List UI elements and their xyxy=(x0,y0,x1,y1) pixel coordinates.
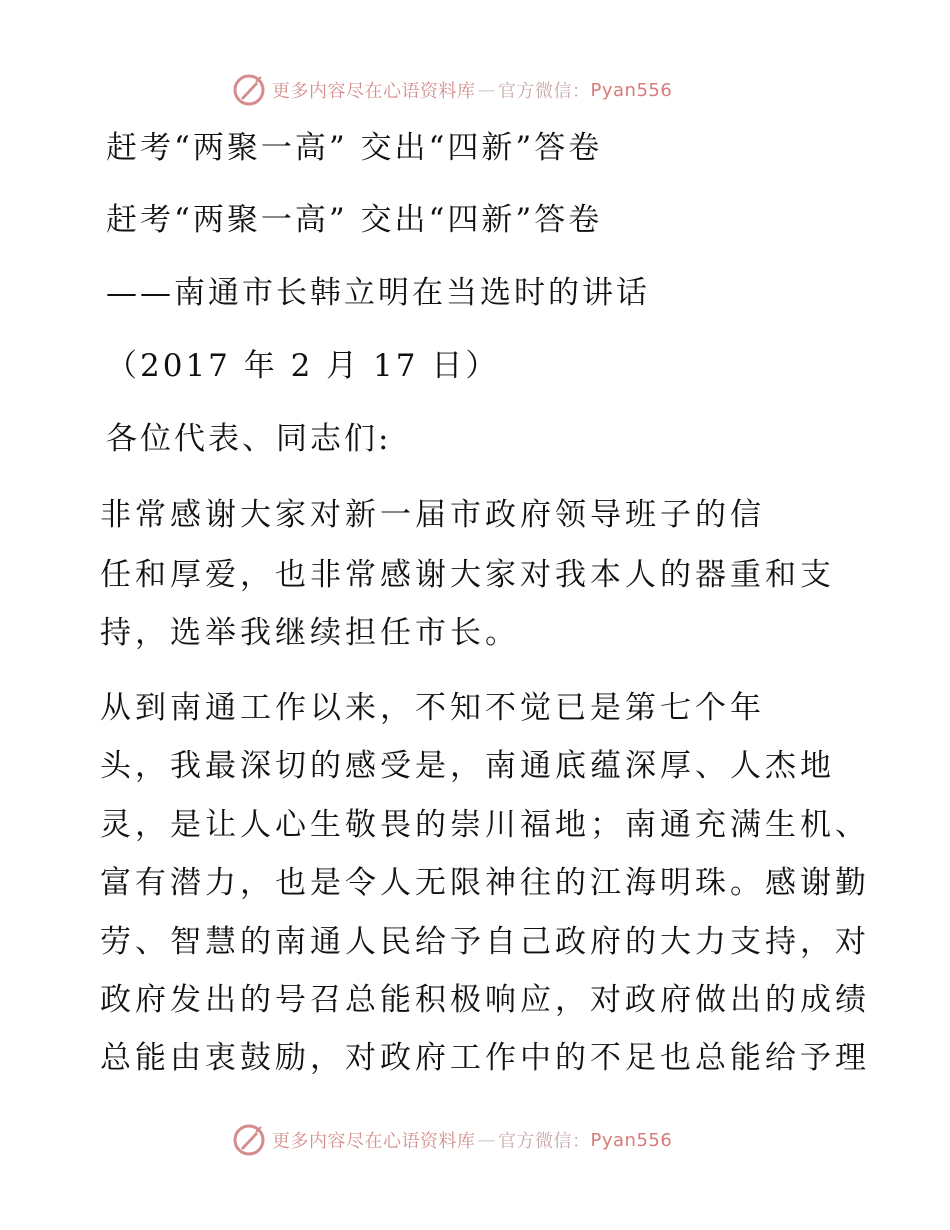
watermark-account-id: Pyan556 xyxy=(590,1129,673,1151)
watermark-official-label: 官方微信： xyxy=(498,1131,591,1152)
paragraph-line: 从到南通工作以来，不知不觉已是第七个年 xyxy=(100,690,765,726)
watermark-header xyxy=(232,73,712,107)
document-date: （2017 年 2 月 17 日） xyxy=(106,348,500,384)
paragraph-line: 非常感谢大家对新一届市政府领导班子的信 xyxy=(100,497,765,533)
paragraph-line: 持，选举我继续担任市长。 xyxy=(100,615,520,651)
paragraph-line: 政府发出的号召总能积极响应，对政府做出的成绩 xyxy=(100,982,870,1018)
paragraph-line: 头，我最深切的感受是，南通底蕴深厚、人杰地 xyxy=(100,748,835,784)
quill-logo-icon xyxy=(232,73,266,107)
document-subtitle: ——南通市长韩立明在当选时的讲话 xyxy=(106,275,650,311)
paragraph-line: 劳、智慧的南通人民给予自己政府的大力支持，对 xyxy=(100,924,870,960)
document-title: 赶考“两聚一高” 交出“四新”答卷 xyxy=(106,130,603,166)
watermark-site-text: 更多内容尽在心语资料库 xyxy=(272,1131,476,1152)
quill-logo-icon xyxy=(232,1123,266,1157)
watermark-official-label: 官方微信： xyxy=(498,81,591,102)
watermark-separator: — xyxy=(477,1129,496,1151)
paragraph-line: 灵，是让人心生敬畏的崇川福地；南通充满生机、 xyxy=(100,807,870,843)
document-salutation: 各位代表、同志们: xyxy=(106,421,392,457)
watermark-account-id: Pyan556 xyxy=(590,79,673,101)
paragraph-line: 富有潜力，也是令人无限神往的江海明珠。感谢勤 xyxy=(100,865,870,901)
watermark-footer xyxy=(232,1123,712,1157)
paragraph-line: 任和厚爱，也非常感谢大家对我本人的器重和支 xyxy=(100,557,835,593)
watermark-site-text: 更多内容尽在心语资料库 xyxy=(272,81,476,102)
paragraph-line: 总能由衷鼓励，对政府工作中的不足也总能给予理 xyxy=(100,1040,870,1076)
document-title-repeat: 赶考“两聚一高” 交出“四新”答卷 xyxy=(106,202,603,238)
watermark-separator: — xyxy=(477,79,496,101)
